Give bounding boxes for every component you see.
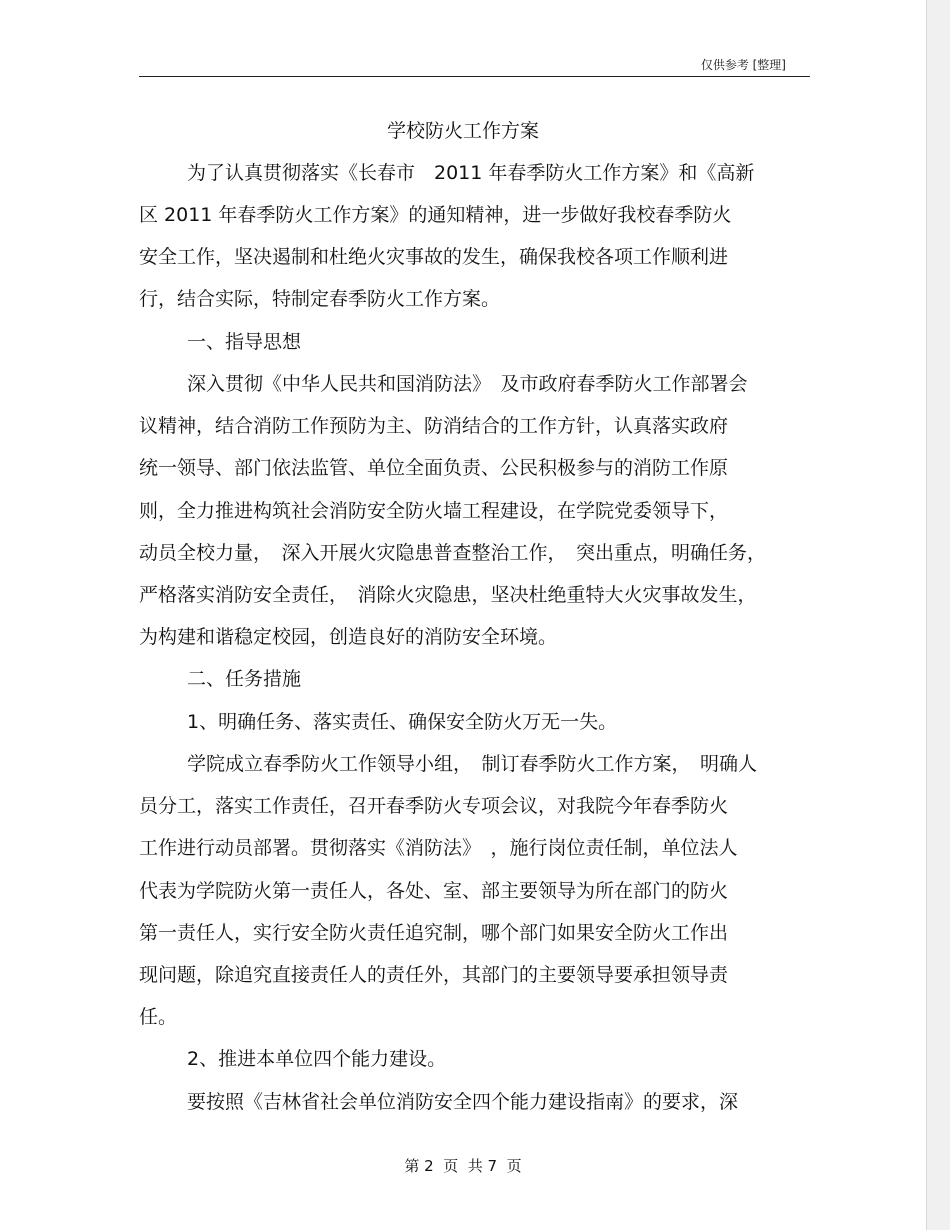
paragraph-line: 安全工作，坚决遏制和杜绝火灾事故的发生，确保我校各项工作顺利进 (139, 246, 729, 268)
paragraph-line: 工作进行动员部署。贯彻落实《消防法》 ，施行岗位责任制，单位法人 (139, 837, 738, 859)
paragraph-line: 为构建和谐稳定校园，创造良好的消防安全环境。 (139, 626, 558, 648)
paragraph-line: 则，全力推进构筑社会消防安全防火墙工程建设，在学院党委领导下， (139, 500, 729, 522)
paragraph-line: 要按照《吉林省社会单位消防安全四个能力建设指南》的要求，深 (187, 1091, 739, 1113)
subsection-heading: 1、明确任务、落实责任、确保安全防火万无一失。 (187, 711, 618, 733)
subsection-heading: 2、推进本单位四个能力建设。 (187, 1048, 447, 1070)
paragraph-line: 动员全校力量， 深入开展火灾隐患普查整治工作， 突出重点，明确任务， (139, 542, 767, 564)
paragraph-line: 严格落实消防安全责任， 消除火灾隐患，坚决杜绝重特大火灾事故发生， (139, 584, 757, 606)
paragraph-line: 行，结合实际，特制定春季防火工作方案。 (139, 288, 501, 310)
header-note: 仅供参考 [整理] (700, 58, 786, 72)
viewer-margin (927, 0, 950, 1230)
paragraph-line: 任。 (139, 1006, 178, 1028)
paragraph-line: 代表为学院防火第一责任人，各处、室、部主要领导为所在部门的防火 (139, 880, 729, 902)
paragraph-line: 统一领导、部门依法监管、单位全面负责、公民积极参与的消防工作原 (139, 457, 729, 479)
header-rule (139, 76, 810, 77)
paragraph-line: 议精神，结合消防工作预防为主、防消结合的工作方针，认真落实政府 (139, 415, 729, 437)
paragraph-line: 为了认真贯彻落实《长春市 2011 年春季防火工作方案》和《高新 (187, 162, 755, 184)
section-heading: 一、指导思想 (187, 331, 302, 353)
page-number: 第 2 页 共 7 页 (404, 1157, 522, 1175)
paragraph-line: 深入贯彻《中华人民共和国消防法》 及市政府春季防火工作部署会 (187, 373, 748, 395)
document-title: 学校防火工作方案 (386, 120, 539, 142)
section-heading: 二、任务措施 (187, 668, 302, 690)
paragraph-line: 学院成立春季防火工作领导小组， 制订春季防火工作方案， 明确人 (187, 753, 758, 775)
paragraph-line: 第一责任人，实行安全防火责任追究制，哪个部门如果安全防火工作出 (139, 922, 729, 944)
paragraph-line: 区 2011 年春季防火工作方案》的通知精神，进一步做好我校春季防火 (139, 204, 732, 226)
paragraph-line: 现问题，除追究直接责任人的责任外，其部门的主要领导要承担领导责 (139, 964, 729, 986)
paragraph-line: 员分工，落实工作责任，召开春季防火专项会议，对我院今年春季防火 (139, 795, 729, 817)
